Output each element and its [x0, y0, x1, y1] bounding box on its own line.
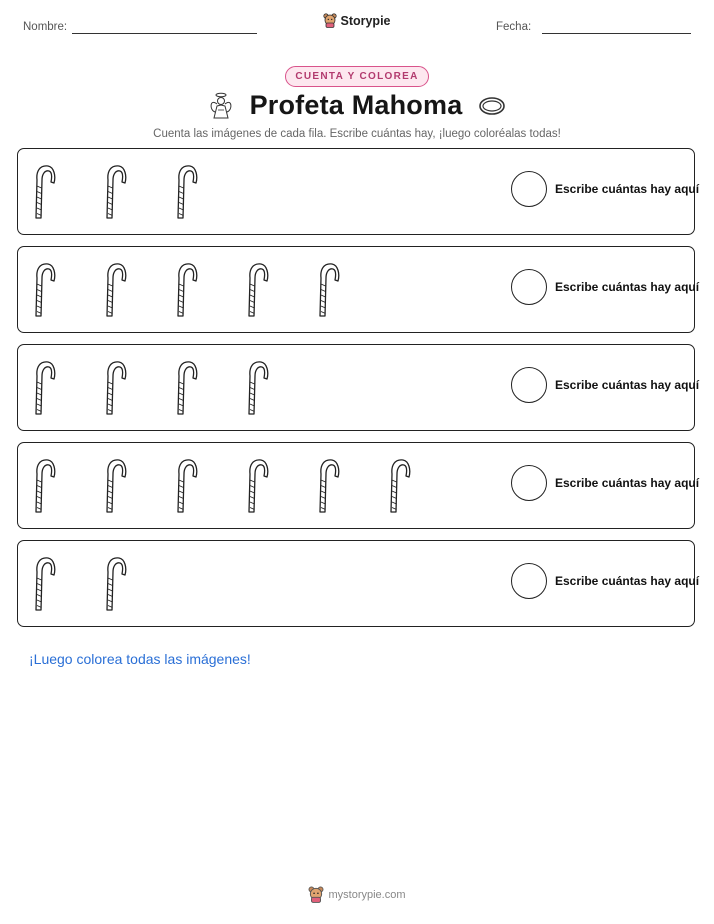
staff-cane-icon[interactable]	[30, 158, 56, 220]
brand-name: Storypie	[340, 13, 391, 28]
staff-cane-icon[interactable]	[172, 158, 198, 220]
page-title: Profeta Mahoma	[249, 90, 463, 120]
staff-cane-icon[interactable]	[30, 354, 56, 416]
counting-row	[17, 540, 700, 627]
staff-cane-icon[interactable]	[243, 256, 269, 318]
staff-cane-icon[interactable]	[385, 452, 411, 514]
answer-circle[interactable]	[511, 171, 547, 207]
ring-icon	[478, 96, 506, 116]
activity-badge: CUENTA Y COLOREA	[285, 66, 428, 87]
staff-cane-icon[interactable]	[30, 550, 56, 612]
answer-circle[interactable]	[511, 269, 547, 305]
staff-cane-icon[interactable]	[243, 354, 269, 416]
name-line[interactable]	[72, 33, 257, 34]
staff-cane-icon[interactable]	[30, 256, 56, 318]
staff-cane-icon[interactable]	[101, 452, 127, 514]
staff-cane-icon[interactable]	[101, 158, 127, 220]
bear-icon	[308, 886, 324, 903]
angel-icon	[208, 92, 234, 120]
answer-label: Escribe cuántas hay aquí	[555, 280, 700, 294]
footer-url: mystorypie.com	[328, 888, 406, 901]
date-line[interactable]	[542, 33, 691, 34]
answer-circle[interactable]	[511, 563, 547, 599]
answer-circle[interactable]	[511, 465, 547, 501]
answer-label: Escribe cuántas hay aquí	[555, 476, 700, 490]
counting-row	[17, 442, 700, 529]
date-label: Fecha:	[496, 21, 532, 33]
answer-label: Escribe cuántas hay aquí	[555, 574, 700, 588]
staff-cane-icon[interactable]	[314, 452, 340, 514]
staff-cane-icon[interactable]	[172, 452, 198, 514]
staff-cane-icon[interactable]	[30, 452, 56, 514]
bear-icon	[323, 13, 337, 28]
staff-cane-icon[interactable]	[172, 354, 198, 416]
answer-label: Escribe cuántas hay aquí	[555, 182, 700, 196]
staff-cane-icon[interactable]	[243, 452, 269, 514]
answer-label: Escribe cuántas hay aquí	[555, 378, 700, 392]
staff-cane-icon[interactable]	[172, 256, 198, 318]
instructions: Cuenta las imágenes de cada fila. Escribe cuántas hay, ¡luego coloréalas todas!	[153, 128, 561, 140]
counting-row	[17, 246, 700, 333]
brand-logo	[0, 13, 714, 33]
staff-cane-icon[interactable]	[101, 256, 127, 318]
staff-cane-icon[interactable]	[101, 550, 127, 612]
staff-cane-icon[interactable]	[101, 354, 127, 416]
counting-row	[17, 344, 700, 431]
answer-circle[interactable]	[511, 367, 547, 403]
footer	[0, 886, 714, 908]
name-label: Nombre:	[23, 21, 68, 33]
counting-row	[17, 148, 700, 235]
staff-cane-icon[interactable]	[314, 256, 340, 318]
color-instruction: ¡Luego colorea todas las imágenes!	[29, 651, 251, 667]
